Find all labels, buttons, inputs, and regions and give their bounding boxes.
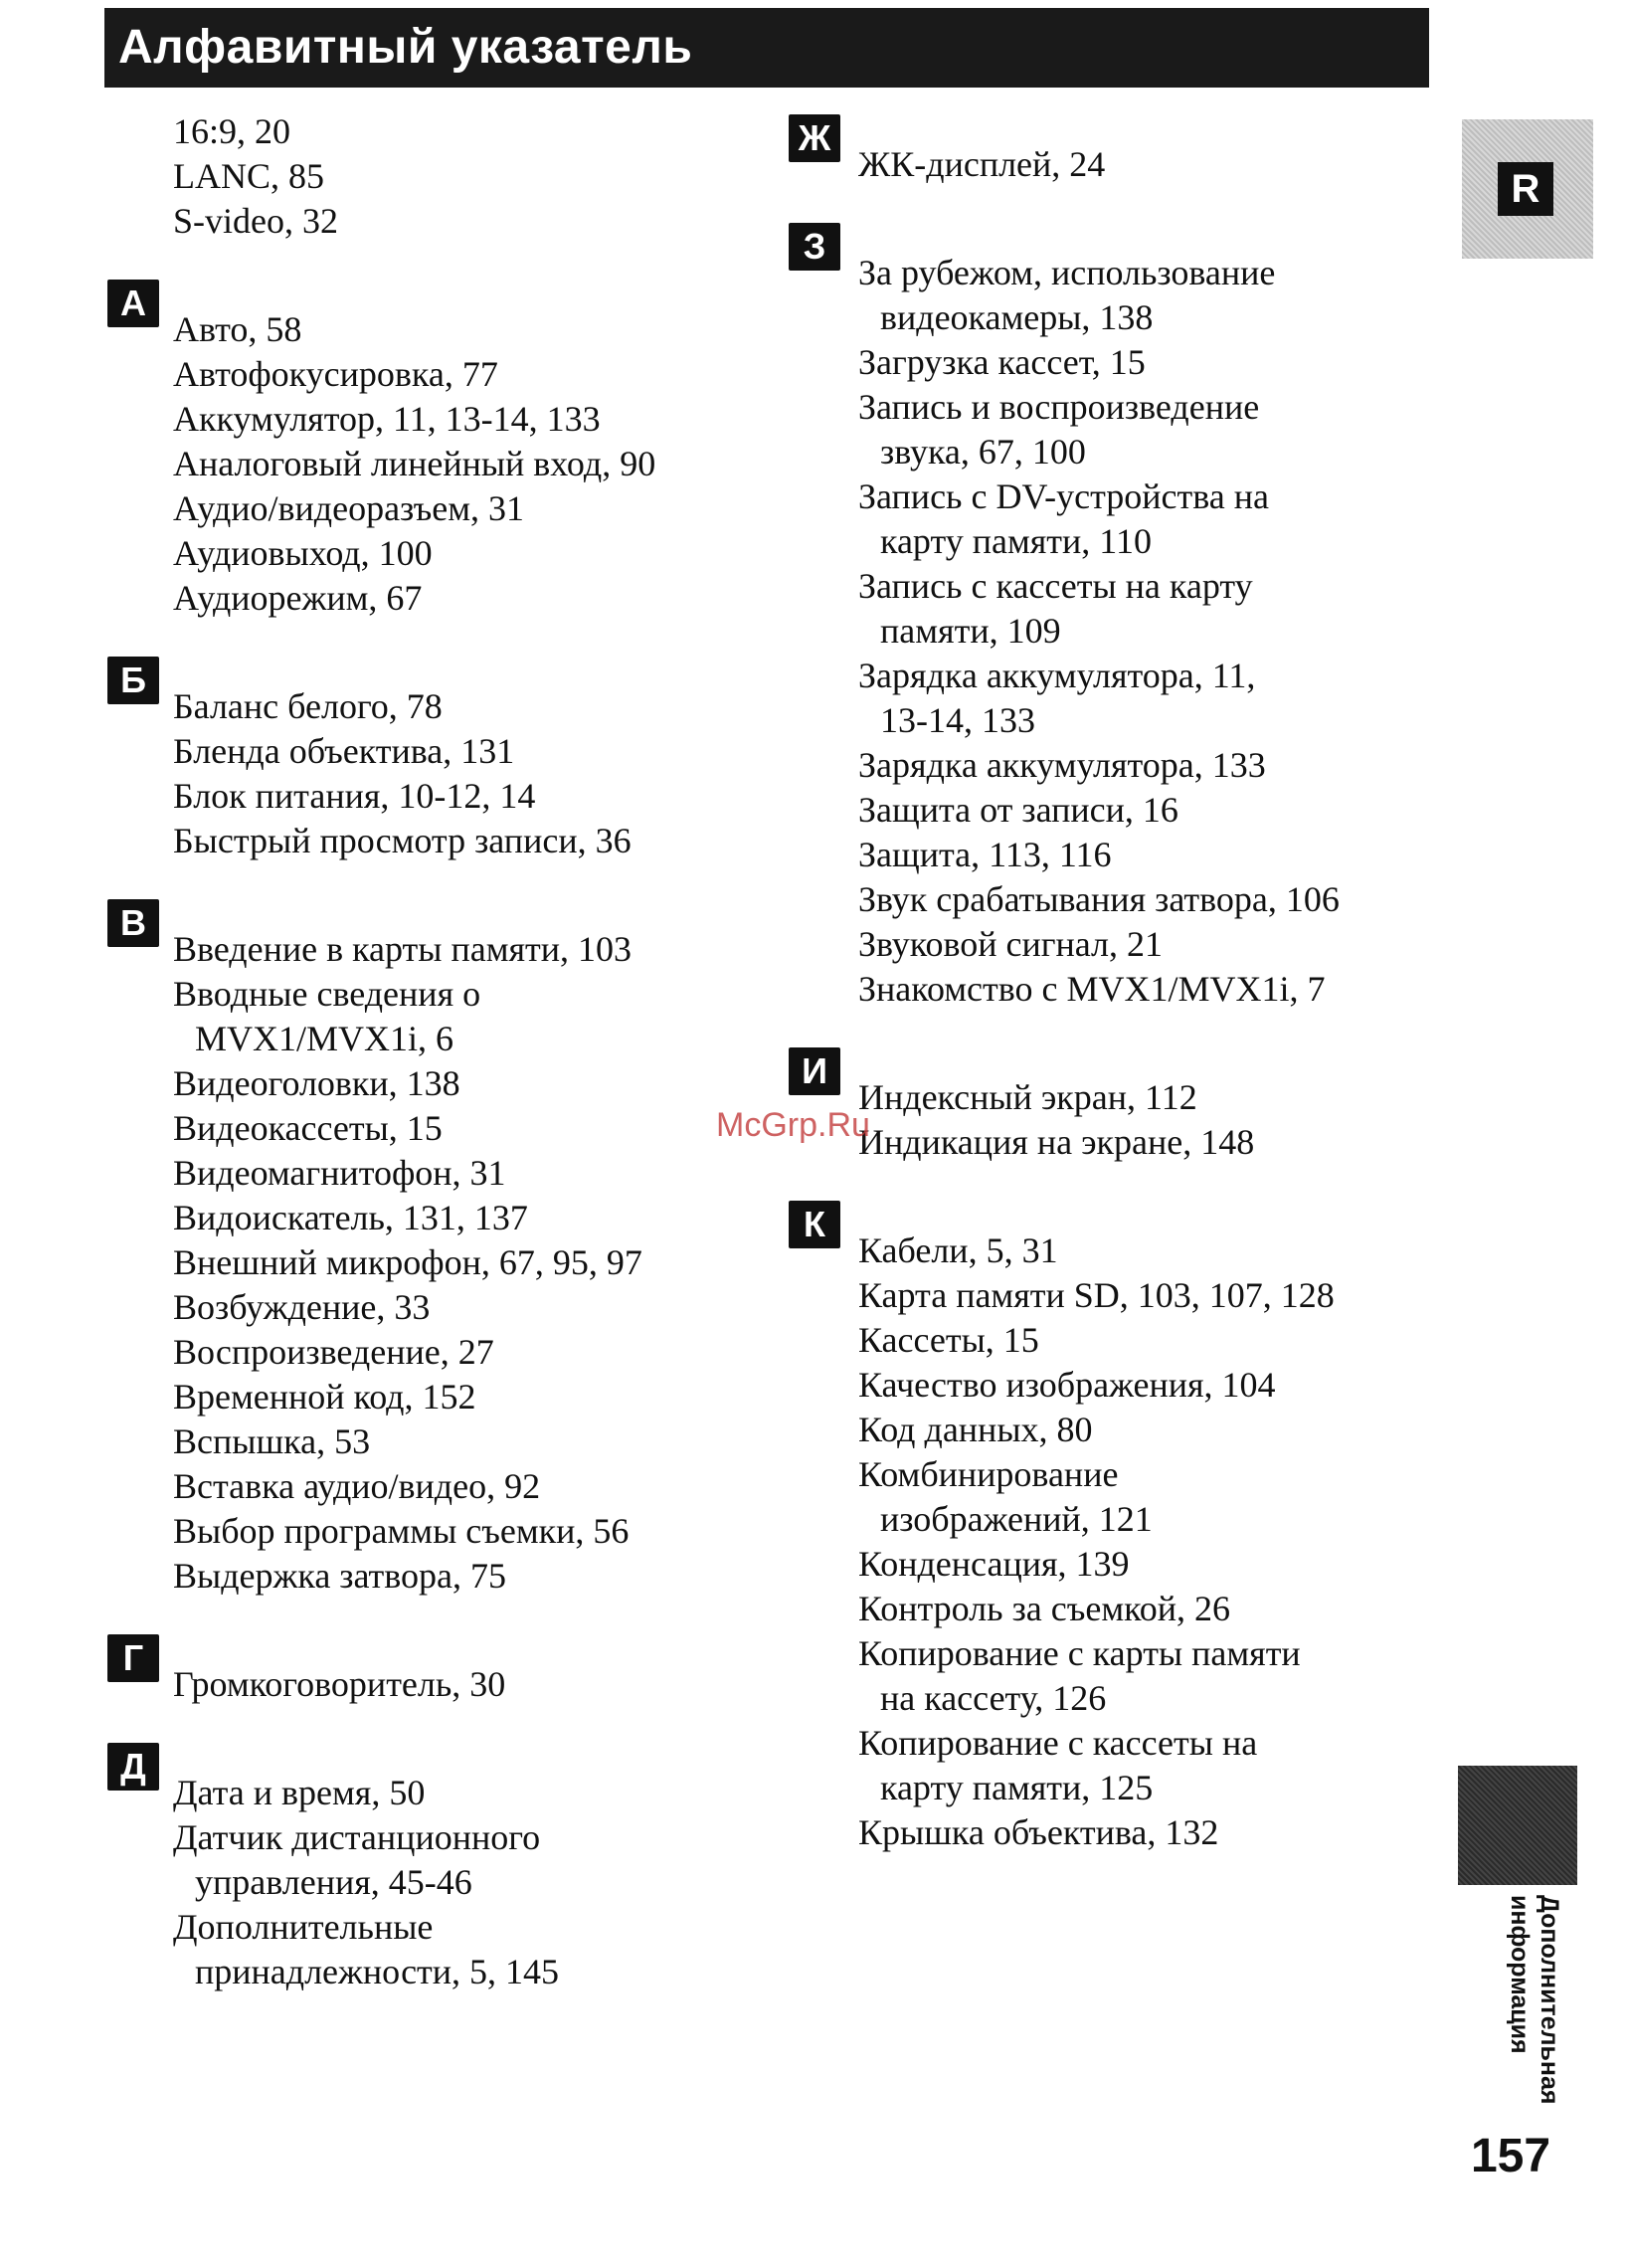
index-entry: Авто, 58 [173,309,302,349]
section-tab-letter: R [1498,162,1553,216]
index-entry: Аккумулятор, 11, 13-14, 133 [173,399,601,439]
index-entry: Блок питания, 10-12, 14 [173,776,536,816]
index-entry: Аудиорежим, 67 [173,578,423,618]
side-section-label: Дополнительная информация [1506,1895,1563,2105]
index-entry: карту памяти, 125 [880,1768,1154,1807]
section-gap [107,621,784,657]
index-entry: видеокамеры, 138 [880,297,1154,337]
index-entry: Дополнительные [173,1907,434,1947]
index-entry: Запись с DV-устройства на [858,476,1269,516]
index-entry: MVX1/MVX1i, 6 [195,1019,454,1058]
index-entry: Комбинирование [858,1454,1119,1494]
index-entry: Копирование с кассеты на [858,1723,1258,1763]
index-entry: Код данных, 80 [858,1410,1093,1449]
section-gap [789,1165,1465,1201]
index-entry: Аналоговый линейный вход, 90 [173,444,656,483]
info-tab-block [1458,1766,1577,1885]
index-section [107,1634,784,1707]
index-entry: Видеокассеты, 15 [173,1108,443,1148]
index-entry: Конденсация, 139 [858,1544,1130,1584]
index-entry: Внешний микрофон, 67, 95, 97 [173,1242,642,1282]
index-section [107,899,784,1599]
index-entry: Звук срабатывания затвора, 106 [858,879,1340,919]
section-letter: В [107,899,159,947]
index-entry: Аудиовыход, 100 [173,533,433,573]
index-entry: Вставка аудио/видео, 92 [173,1466,541,1506]
index-entry: Знакомство с MVX1/MVX1i, 7 [858,969,1326,1009]
index-entry: звука, 67, 100 [880,432,1086,472]
index-entry: Защита от записи, 16 [858,790,1178,830]
index-entry: LANC, 85 [173,156,324,196]
index-entry: Вводные сведения о [173,974,481,1014]
index-entry: Зарядка аккумулятора, 11, [858,656,1256,695]
index-entry: Запись и воспроизведение [858,387,1260,427]
index-entry: Видоискатель, 131, 137 [173,1198,528,1237]
section-entries [107,684,784,863]
index-entry: Копирование с карты памяти [858,1633,1301,1673]
index-entry: Карта памяти SD, 103, 107, 128 [858,1275,1335,1315]
index-entry: Введение в карты памяти, 103 [173,929,633,969]
index-entry: Временной код, 152 [173,1377,476,1417]
index-section [789,1047,1465,1165]
section-letter: К [789,1201,840,1248]
index-entry: памяти, 109 [880,611,1061,651]
index-entry: Громкоговоритель, 30 [173,1664,506,1704]
index-entry: Дата и время, 50 [173,1773,426,1812]
section-entries [107,1771,784,1994]
index-entry: Контроль за съемкой, 26 [858,1589,1231,1628]
page-title: Алфавитный указатель [118,21,693,74]
index-entry: Аудио/видеоразъем, 31 [173,488,525,528]
intro-entries [107,109,784,244]
index-column-right [789,114,1465,1855]
index-entry: Выбор программы съемки, 56 [173,1511,630,1551]
section-entries [789,142,1465,187]
section-entries [107,927,784,1599]
index-entry: За рубежом, использование [858,253,1276,292]
section-letter: И [789,1047,840,1095]
index-entry: Возбуждение, 33 [173,1287,431,1327]
index-entry: изображений, 121 [880,1499,1153,1539]
section-gap [107,1599,784,1634]
section-entries [789,1228,1465,1855]
index-entry: Автофокусировка, 77 [173,354,498,394]
index-section [107,657,784,863]
section-letter: З [789,223,840,271]
section-letter: Ж [789,114,840,162]
page-number: 157 [1470,2130,1551,2182]
index-entry: Индексный экран, 112 [858,1077,1197,1117]
section-letter: Б [107,657,159,704]
index-entry: Зарядка аккумулятора, 133 [858,745,1266,785]
index-entry: Баланс белого, 78 [173,686,443,726]
index-entry: принадлежности, 5, 145 [195,1952,560,1991]
section-letter: А [107,280,159,327]
section-gap [107,1707,784,1743]
index-entry: Кассеты, 15 [858,1320,1039,1360]
left-sections [107,244,784,1994]
index-entry: Датчик дистанционного [173,1817,541,1857]
index-entry: Бленда объектива, 131 [173,731,515,771]
index-entry: Видеоголовки, 138 [173,1063,460,1103]
index-entry: Вспышка, 53 [173,1421,371,1461]
index-entry: Крышка объектива, 132 [858,1812,1219,1852]
index-entry: Запись с кассеты на карту [858,566,1253,606]
section-letter: Г [107,1634,159,1682]
index-entry: на кассету, 126 [880,1678,1107,1718]
index-section [789,1201,1465,1855]
watermark: McGrp.Ru [716,1106,870,1144]
section-gap [107,244,784,280]
index-entry: ЖК-дисплей, 24 [858,144,1106,184]
section-letter: Д [107,1743,159,1791]
section-entries [107,307,784,621]
index-entry: Качество изображения, 104 [858,1365,1276,1405]
section-entries [789,1075,1465,1165]
index-section [789,114,1465,187]
section-entries [107,1662,784,1707]
index-section [789,223,1465,1012]
index-entry: карту памяти, 110 [880,521,1152,561]
section-gap [107,863,784,899]
index-entry: 13-14, 133 [880,700,1035,740]
index-section [107,280,784,621]
index-section [107,1743,784,1994]
section-gap [789,1012,1465,1047]
index-entry: Выдержка затвора, 75 [173,1556,507,1596]
section-entries [789,251,1465,1012]
page-header [104,8,1429,88]
index-entry: Звуковой сигнал, 21 [858,924,1164,964]
index-entry: Воспроизведение, 27 [173,1332,494,1372]
index-entry: Защита, 113, 116 [858,835,1112,874]
section-gap [789,187,1465,223]
right-sections [789,114,1465,1855]
index-entry: Кабели, 5, 31 [858,1230,1058,1270]
index-column-left [107,109,784,1994]
index-entry: Индикация на экране, 148 [858,1122,1255,1162]
section-tab [1462,119,1593,259]
index-entry: управления, 45-46 [195,1862,472,1902]
index-entry: Быстрый просмотр записи, 36 [173,821,632,860]
index-entry: 16:9, 20 [173,111,291,151]
index-entry: Видеомагнитофон, 31 [173,1153,506,1193]
index-entry: Загрузка кассет, 15 [858,342,1146,382]
index-entry: S-video, 32 [173,201,338,241]
